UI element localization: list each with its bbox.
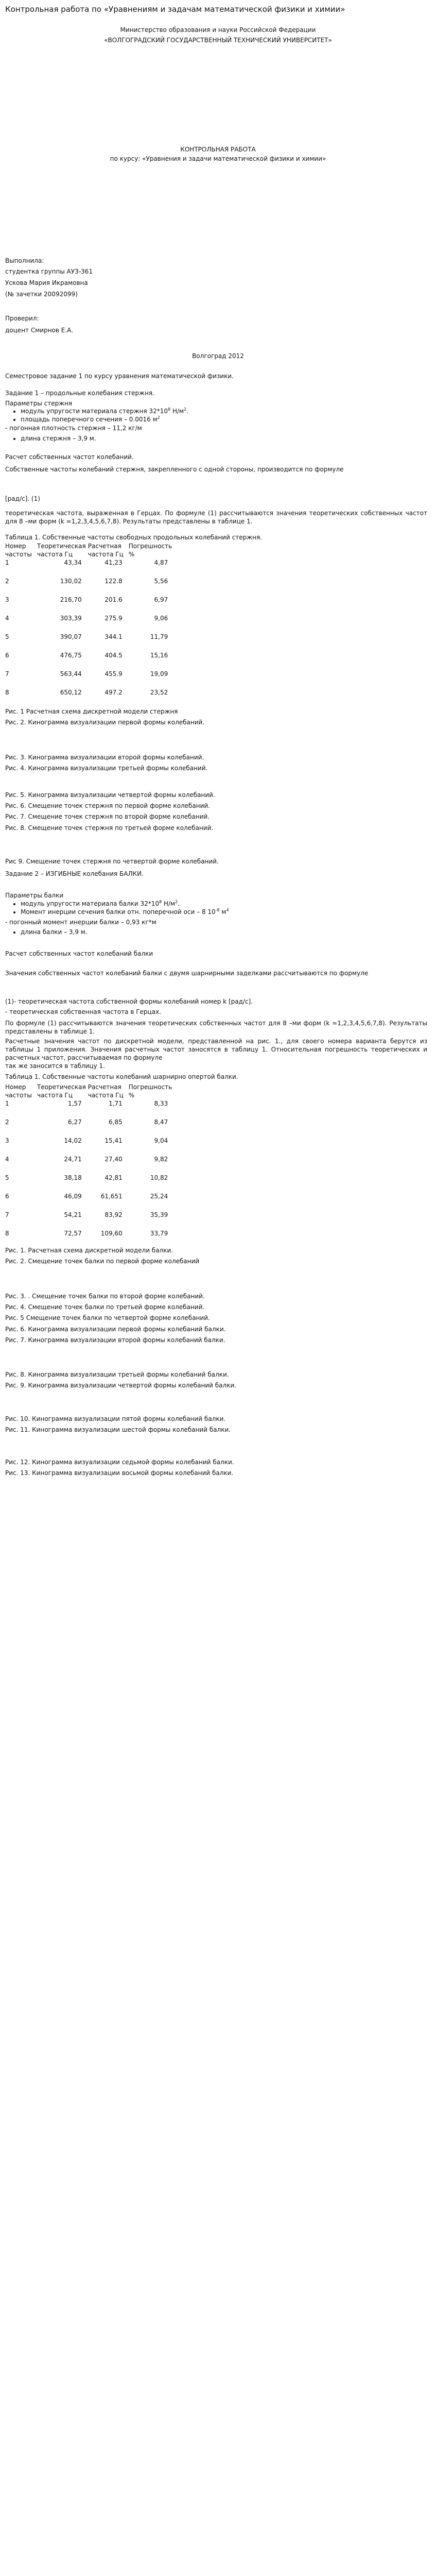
task1-formula-units: [рад/с]. (1): [5, 495, 40, 502]
table-cell: 9,06: [154, 615, 168, 622]
task2-heading: Задание 2 – ИЗГИБНЫЕ колебания БАЛКИ.: [5, 870, 144, 877]
table-cell: 6: [5, 1193, 9, 1200]
figure-caption: Рис. 5 Смещение точек балки по четвертой форме колебаний.: [5, 1314, 210, 1322]
task2-figures-e: [5, 1458, 234, 1477]
table-row: [5, 614, 174, 633]
table-cell: 1,71: [109, 1100, 123, 1108]
table-cell: 344.1: [104, 633, 123, 641]
table-row: [5, 670, 174, 688]
city-year: Волгоград 2012: [192, 352, 244, 360]
ministry-line: Министерство образования и науки Российской Федерации: [120, 26, 316, 33]
table-cell: 404.5: [104, 652, 123, 659]
table-cell: 201.6: [104, 596, 123, 604]
figure-caption: Рис. 7. Кинограмма визуализации второй формы колебаний балки.: [5, 1336, 225, 1344]
figure-caption: Рис. 1. Расчетная схема дискретной модели балки.: [5, 1247, 173, 1254]
table-cell: 25,24: [150, 1193, 168, 1200]
table-cell: 35,39: [150, 1211, 168, 1219]
table-cell: 497.2: [104, 689, 123, 697]
figure-caption: Рис. 7. Смещение точек стержня по второй форме колебаний.: [5, 813, 210, 821]
table-row: [5, 1137, 174, 1155]
figure-caption: Рис. 6. Кинограмма визуализации первой формы колебаний балки.: [5, 1325, 226, 1333]
table-cell: 122.8: [104, 578, 123, 585]
task1-table: [5, 542, 174, 707]
task2-figures-c: [5, 1370, 236, 1389]
figure-caption: Рис 9. Смещение точек стержня по четвертой форме колебаний.: [5, 858, 219, 865]
table-cell: 27,40: [104, 1156, 123, 1163]
table-cell: 83,92: [104, 1211, 123, 1219]
table-cell: 14,02: [64, 1137, 82, 1145]
table-cell: 15,16: [150, 652, 168, 659]
table-cell: 5,56: [154, 578, 168, 585]
table-header: Расчетная частота Гц: [88, 543, 124, 558]
table-cell: 19,09: [150, 670, 168, 678]
task2-params-list: [5, 900, 432, 916]
figure-caption: Рис. 8. Смещение точек стержня по третьей форме колебаний.: [5, 824, 214, 832]
figure-caption: Рис. 12. Кинограмма визуализации седьмой формы колебаний балки.: [5, 1459, 234, 1466]
table-cell: 6: [5, 652, 9, 659]
table-row: [5, 1211, 174, 1229]
table-header: Расчетная частота Гц: [88, 1083, 124, 1099]
table-cell: 7: [5, 670, 9, 678]
table-cell: 303,39: [60, 615, 82, 622]
checked-by-label: Проверил:: [5, 315, 39, 322]
task1-heading: Задание 1 – продольные колебания стержня.: [5, 389, 154, 397]
table-cell: 1: [5, 559, 9, 567]
table-cell: 38,18: [64, 1174, 82, 1182]
task2-line3: По формуле (1) рассчитываются значения теоретических собственных частот для 8 –ми форм (k =1,2,3,4,5,6,7,8). Результаты представлены в таблице 1.: [5, 1020, 427, 1036]
task2-table-body: [5, 1099, 174, 1248]
table-cell: 2: [5, 578, 9, 585]
table-cell: 1: [5, 1100, 9, 1108]
figure-caption: Рис. 6. Смещение точек стержня по первой форме колебаний.: [5, 802, 211, 810]
table-cell: 8,33: [154, 1100, 168, 1108]
page-title: Контрольная работа по «Уравнениям и задачам математической физики и химии»: [5, 5, 345, 14]
table-cell: 7: [5, 1211, 9, 1219]
task1-linear-density: - погонная плотность стержня – 11,2 кг/м: [5, 425, 142, 432]
task2-line5: так же заносится в таблицу 1.: [5, 1062, 105, 1070]
table-row: [5, 688, 174, 707]
figure-caption: Рис. 9. Кинограмма визуализации четвертой формы колебаний балки.: [5, 1382, 237, 1389]
table-row: [5, 1174, 174, 1192]
figure-caption: Рис. 5. Кинограмма визуализации четвертой формы колебаний.: [5, 791, 215, 799]
table-cell: 8,47: [154, 1118, 168, 1126]
task2-line2: - теоретическая собственная частота в Герцах.: [5, 1008, 161, 1015]
table-cell: 6,27: [68, 1118, 82, 1126]
table-cell: 41,23: [104, 559, 123, 567]
table-row: [5, 651, 174, 670]
task2-line1: (1)- теоретическая частота собственной формы колебаний номер k [рад/с].: [5, 998, 253, 1005]
task1-param-length: • длина стержня – 3,9 м.: [21, 434, 432, 443]
student-group: студентка группы АУЗ-361: [5, 268, 93, 275]
table-row: [5, 577, 174, 596]
task2-params-label: Параметры балки: [5, 892, 64, 899]
task1-table-wrap: [5, 542, 174, 707]
figure-caption: Рис. 11. Кинограмма визуализации шестой формы колебаний балки.: [5, 1426, 231, 1434]
task2-line4: Расчетные значения частот по дискретной модели, представленной на рис. 1., для своего номера варианта берутся из таблицы 1 приложения. Значения расчетных частот заносятся в таблицу 1. Относительная погрешность теоретических и расчетных частот, рассчитываемая по формуле: [5, 1038, 427, 1062]
table-cell: 5: [5, 1174, 9, 1182]
task2-figures-a: [5, 1246, 199, 1265]
figure-caption: Рис. 4. Кинограмма визуализации третьей формы колебаний.: [5, 765, 208, 772]
table-cell: 33,79: [150, 1230, 168, 1238]
table-cell: 46,09: [64, 1193, 82, 1200]
figure-caption: Рис. 2. Смещение точек балки по первой форме колебаний: [5, 1258, 200, 1265]
table-header: Теоретическая частота Гц: [37, 543, 86, 558]
table-cell: 3: [5, 596, 9, 604]
task1-table-body: [5, 558, 174, 707]
course-line: по курсу: «Уравнения и задачи математической физики и химии»: [110, 155, 326, 162]
table-cell: 109,60: [100, 1230, 123, 1238]
table-cell: 10,82: [150, 1174, 168, 1182]
table-row: [5, 1118, 174, 1137]
task1-figures-c: [5, 791, 215, 832]
figure-caption: Рис. 3. Кинограмма визуализации второй формы колебаний.: [5, 754, 204, 761]
task2-figures-d: [5, 1415, 231, 1434]
student-name: Ускова Мария Икрамовна: [5, 279, 88, 286]
table-cell: 6,97: [154, 596, 168, 604]
table-cell: 4,87: [154, 559, 168, 567]
table-header: Погрешность %: [128, 543, 172, 558]
task1-explain: теоретическая частота, выраженная в Герцах. По формуле (1) рассчитываются значения теоретических собственных частот для 8 –ми форм (k =1,2,3,4,5,6,7,8). Результаты представлены в таблице 1.: [5, 510, 427, 526]
table-header: Номер частоты: [5, 543, 32, 558]
figure-caption: Рис. 10. Кинограмма визуализации пятой формы колебаний балки.: [5, 1415, 226, 1422]
table-cell: 6,85: [109, 1118, 123, 1126]
record-book: (№ зачетки 20092099): [5, 291, 78, 298]
figure-caption: Рис. 2. Кинограмма визуализации первой формы колебаний.: [5, 719, 205, 726]
table-cell: 15,41: [104, 1137, 123, 1145]
table-cell: 390,07: [60, 633, 82, 641]
task2-calc-heading: Расчет собственных частот колебаний балки: [5, 950, 153, 957]
task1-figures-b: [5, 753, 207, 772]
task2-param-modulus: • модуль упругости материала балки $32*10^8$ $Н/м^2$.: [21, 900, 432, 908]
table-header: Погрешность %: [128, 1083, 172, 1099]
figure-caption: Рис. 13. Кинограмма визуализации восьмой формы колебаний балки.: [5, 1469, 234, 1477]
table-cell: 563,44: [60, 670, 82, 678]
table-cell: 23,52: [150, 689, 168, 697]
performed-by-label: Выполнила:: [5, 257, 44, 264]
task2-table-wrap: [5, 1083, 174, 1248]
table-cell: 216,70: [60, 596, 82, 604]
table-cell: 9,04: [154, 1137, 168, 1145]
table-cell: 9,82: [154, 1156, 168, 1163]
table-cell: 4: [5, 615, 9, 622]
table-cell: 54,21: [64, 1211, 82, 1219]
figure-caption: Рис. 4. Смещение точек балки по третьей форме колебаний.: [5, 1303, 205, 1311]
table-cell: 42,81: [104, 1174, 123, 1182]
table-cell: 43,34: [64, 559, 82, 567]
table-row: [5, 1192, 174, 1211]
table-row: [5, 596, 174, 614]
table-cell: 476,75: [60, 652, 82, 659]
table-cell: 61,651: [100, 1193, 123, 1200]
teacher-name: доцент Смирнов Е.А.: [5, 327, 74, 334]
table-cell: 24,71: [64, 1156, 82, 1163]
table-cell: 130,02: [60, 578, 82, 585]
task2-formula-intro: Значения собственных частот колебаний балки с двумя шарнирными заделками рассчитываются по формуле: [5, 970, 369, 977]
table-header: Теоретическая частота Гц: [37, 1083, 86, 1099]
task2-table-caption: Таблица 1. Собственные частоты колебаний шарнирно опертой балки.: [5, 1073, 238, 1080]
task2-param-length: • длина балки – 3,9 м.: [21, 928, 432, 936]
figure-caption: Рис. 1 Расчетная схема дискретной модели стержня: [5, 708, 178, 715]
table-row: [5, 633, 174, 651]
university-line: «ВОЛГОГРАДСКИЙ ГОСУДАРСТВЕННЫЙ ТЕХНИЧЕСКИЙ УНИВЕРСИТЕТ»: [104, 37, 332, 44]
task1-param-modulus: • модуль упругости материала стержня $32*10^8$ $Н/м^2$.: [21, 407, 432, 415]
task1-figures-a: [5, 707, 204, 726]
table-header-row: [5, 1083, 174, 1099]
task1-param-area: • площадь поперечного сечения – 0.0016 $м^2$: [21, 415, 432, 423]
task1-params-label: Параметры стержня: [5, 400, 73, 407]
task1-calc-heading: Расчет собственных частот колебаний.: [5, 453, 134, 461]
table-cell: 8: [5, 1230, 9, 1238]
table-row: [5, 558, 174, 577]
table-cell: 455.9: [104, 670, 123, 678]
task1-length-list: [5, 434, 432, 443]
table-header-row: [5, 542, 174, 558]
table-cell: 8: [5, 689, 9, 697]
table-cell: 72,57: [64, 1230, 82, 1238]
task2-table: [5, 1083, 174, 1248]
table-row: [5, 1229, 174, 1248]
task1-params-list: [5, 407, 432, 423]
table-cell: 2: [5, 1118, 9, 1126]
work-type: КОНТРОЛЬНАЯ РАБОТА: [180, 146, 256, 153]
figure-caption: Рис. 3. . Смещение точек балки по второй форме колебаний.: [5, 1293, 205, 1300]
task2-linear-moment: - погонный момент инерции балки – 0,93 кг*м: [5, 919, 156, 926]
table-row: [5, 1099, 174, 1118]
figure-caption: Рис. 8. Кинограмма визуализации третьей формы колебаний балки.: [5, 1371, 229, 1378]
table-header: Номер частоты: [5, 1083, 32, 1099]
task2-length-list: [5, 928, 432, 936]
table-cell: 1,57: [68, 1100, 82, 1108]
task1-table-caption: Таблица 1. Собственные частоты свободных продольных колебаний стержня.: [5, 534, 262, 541]
table-cell: 275.9: [104, 615, 123, 622]
task2-param-inertia: • Момент инерции сечения балки отн. поперечной оси – 8 $10^{-8}$ $м^4$: [21, 908, 432, 916]
semester-task: Семестровое задание 1 по курсу уравнения математической физики.: [5, 372, 234, 380]
table-cell: 4: [5, 1156, 9, 1163]
table-cell: 650,12: [60, 689, 82, 697]
table-cell: 3: [5, 1137, 9, 1145]
table-row: [5, 1155, 174, 1174]
task2-figures-b: [5, 1292, 225, 1344]
table-cell: 5: [5, 633, 9, 641]
task1-formula-intro: Собственные частоты колебаний стержня, закрепленного с одной стороны, производится по формуле: [5, 466, 344, 473]
table-cell: 11,79: [150, 633, 168, 641]
